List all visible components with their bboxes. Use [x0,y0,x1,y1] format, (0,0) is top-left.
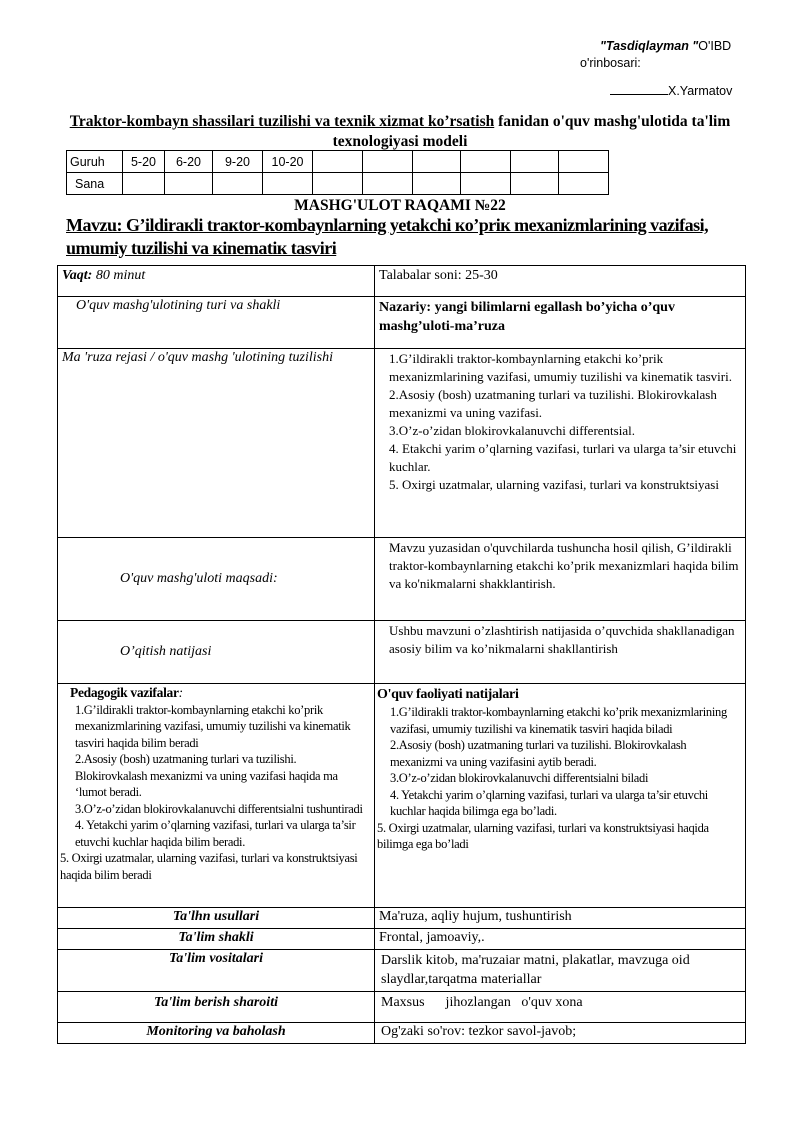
result-label: O’qitish natijasi [58,621,375,684]
title-rest: fanidan o'quv mashg'ulotida ta'lim texnologiyasi modeli [332,113,731,150]
approval-heading: "Tasdiqlayman " [600,39,699,53]
task-item: 3.O’z-o’zidan blokirovkalanuvchi differentsialni tushuntiradi [75,801,363,816]
date-cell [511,173,559,195]
result-value: Ushbu mavzuni o’zlashtirish natijasida o’quvchida shakllanadigan asosiy bilim va ko’nikmalarni shakllantirish [375,621,746,684]
outcome-item: 2.Asosiy (bosh) uzatmaning turlari va tuzilishi. Blokirovkalash mexanizmi va uning vazifasini aytib beradi. [390,738,687,769]
goal-row [58,538,746,621]
group-cell-empty [559,151,609,173]
plan-item: 1.G’ildirakli traktor-kombaynlarning etakchi ko’prik mexanizmlarining vazifasi, umumiy tuzilishi va kinematik tasviri. [389,351,732,384]
date-cell [165,173,213,195]
tasks-row [58,684,746,908]
goal-value: Mavzu yuzasidan o'quvchilarda tushuncha hosil qilish, G’ildirakli traktor-kombaynlarning etakchi ko’prik mexanizmlari haqida bilim va ko'nikmalarni shakklantirish. [375,538,746,621]
group-cell-empty [313,151,363,173]
date-cell [413,173,461,195]
methods-row [58,908,746,929]
date-cell [213,173,263,195]
tools-row [58,950,746,992]
time-value: 80 minut [92,268,146,283]
result-row [58,621,746,684]
lesson-number: MASHG'ULOT RAQAMI №22 [294,197,506,214]
monitoring-label: Monitoring va baholash [58,1023,375,1044]
group-label: Guruh [67,151,123,173]
signature-line [610,83,668,95]
group-cell: 6-20 [165,151,213,173]
plan-item: 5. Oxirgi uzatmalar, ularning vazifasi, turlari va konstruktsiyasi [389,477,719,492]
outcome-item: 3.O’z-o’zidan blokirovkalanuvchi differentsialni biladi [390,771,649,785]
pedagogical-tasks-title: Pedagogik vazifalar [70,685,179,700]
conditions-value: Maxsus jihozlangan o'quv xona [375,992,746,1023]
topic-text: Mavzu: G’ildiraкli traкtor-кombaynlarning yetakchi кo’priк mexanizmlarining vazifasi, umumiy tuzilishi va кinematiк tasviri [66,215,709,258]
approver-name: X.Yarmatov [668,84,733,98]
approval-position: O'IBD [698,39,732,53]
group-cell: 5-20 [123,151,165,173]
lesson-type-value: Nazariy: yangi bilimlarni egallash bo’yicha o’quv mashg’uloti-ma’ruza [375,297,746,349]
methods-label: Ta'lhn usullari [58,908,375,929]
plan-item: 4. Etakchi yarim o’qlarning vazifasi, turlari va ularga ta’sir etuvchi kuchlar. [389,441,737,474]
conditions-label: Ta'lim berish sharoiti [58,992,375,1023]
tools-label: Ta'lim vositalari [58,950,375,992]
form-label: Ta'lim shakli [58,929,375,950]
date-cell [313,173,363,195]
learning-outcomes-title: O'quv faoliyati natijalari [377,687,519,702]
conditions-row [58,992,746,1023]
plan-item: 2.Asosiy (bosh) uzatmaning turlari va tuzilishi. Blokirovkalash mexanizmi va uning vazifasi. [389,387,717,420]
monitoring-value: Og'zaki so'rov: tezkor savol-javob; [375,1023,746,1044]
goal-label: O'quv mashg'uloti maqsadi: [58,538,375,621]
approval-block [580,38,780,98]
approval-signature [610,83,732,100]
task-item: 4. Yetakchi yarim o’qlarning vazifasi, turlari va ularga ta’sir etuvchi kuchlar haqida bilim beradi. [75,818,356,849]
date-cell [123,173,165,195]
monitoring-row [58,1023,746,1044]
date-cell [363,173,413,195]
document-title [66,112,734,152]
outcome-item: 5. Oxirgi uzatmalar, ularning vazifasi, turlari va konstruktsiyasi haqida bilimga ega bo’ladi [377,820,709,851]
lecture-plan-list [375,349,746,538]
group-cell: 10-20 [263,151,313,173]
time-row [58,266,746,297]
lesson-type-row [58,297,746,349]
group-cell-empty [511,151,559,173]
tools-value: Darslik kitob, ma'ruzaiar matni, plakatlar, mavzuga oid slaydlar,tarqatma materiallar [375,950,746,992]
lesson-topic [66,214,766,260]
lesson-type-label: O'quv mashg'ulotining turi va shakli [58,297,375,349]
plan-item: 3.O’z-o’zidan blokirovkalanuvchi differentsial. [389,423,635,438]
form-value: Frontal, jamoaviy,. [375,929,746,950]
group-cell-empty [363,151,413,173]
time-cell [58,266,375,297]
learning-outcomes [375,684,746,908]
lecture-plan-label: Ma 'ruza rejasi / o'quv mashg 'ulotining tuzilishi [58,349,375,538]
lecture-plan-row [58,349,746,538]
outcome-item: 4. Yetakchi yarim o’qlarning vazifasi, turlari va ularga ta’sir etuvchi kuchlar haqida bilimga ega bo’ladi. [390,787,708,818]
group-date-table [66,150,609,195]
group-cell-empty [413,151,461,173]
date-row [67,173,609,195]
task-item: 1.G’ildirakli traktor-kombaynlarning etakchi ko’prik mexanizmlarining vazifasi, umumiy tuzilishi va kinematik tasviri haqida bilim beradi [75,702,351,750]
task-item: 2.Asosiy (bosh) uzatmaning turlari va tuzilishi. Blokirovkalash mexanizmi va uning vazifasi haqida ma ‘lumot beradi. [75,752,338,799]
task-item: 5. Oxirgi uzatmalar, ularning vazifasi, turlari va konstruktsiyasi haqida bilim beradi [60,851,358,882]
lesson-model-table [57,265,746,1044]
form-row [58,929,746,950]
outcome-item: 1.G’ildirakli traktor-kombaynlarning etakchi ko’prik mexanizmlarining vazifasi, umumiy tuzilishi va kinematik tasviri haqida biladi [390,705,727,736]
group-cell: 9-20 [213,151,263,173]
date-cell [263,173,313,195]
date-label: Sana [67,173,123,195]
students-count: Talabalar soni: 25-30 [375,266,746,297]
group-cell-empty [461,151,511,173]
methods-value: Ma'ruza, aqliy hujum, tushuntirish [375,908,746,929]
date-cell [559,173,609,195]
subject-name: Traktor-kombayn shassilari tuzilishi va texnik xizmat ko’rsatish [69,113,495,130]
time-label: Vaqt: [62,268,93,283]
group-row [67,151,609,173]
date-cell [461,173,511,195]
pedagogical-tasks: Pedagogik vazifalar: 1.G’ildirakli traktor-kombaynlarning etakchi ko’prik mexanizmlarining vazifasi, umumiy tuzilishi va kinematik tasviri haqida bilim beradi 2.Asosiy (bosh) uzatmaning turlari va tuzilishi. Blokirovkalash mexanizmi va uning vazifasi haqida ma ‘lumot beradi. 3.O’z-o’zidan blokirovkalanuvchi differentsialni tushuntiradi 4. Yetakchi yarim o’qlarning vazifasi, turlari va ularga ta’sir etuvchi kuchlar haqida bilim beradi. 5. Oxirgi uzatmalar, ularning vazifasi, turlari va konstruktsiyasi haqida bilim beradi [58,684,375,908]
approval-position-line2: o'rinbosari: [580,56,641,70]
